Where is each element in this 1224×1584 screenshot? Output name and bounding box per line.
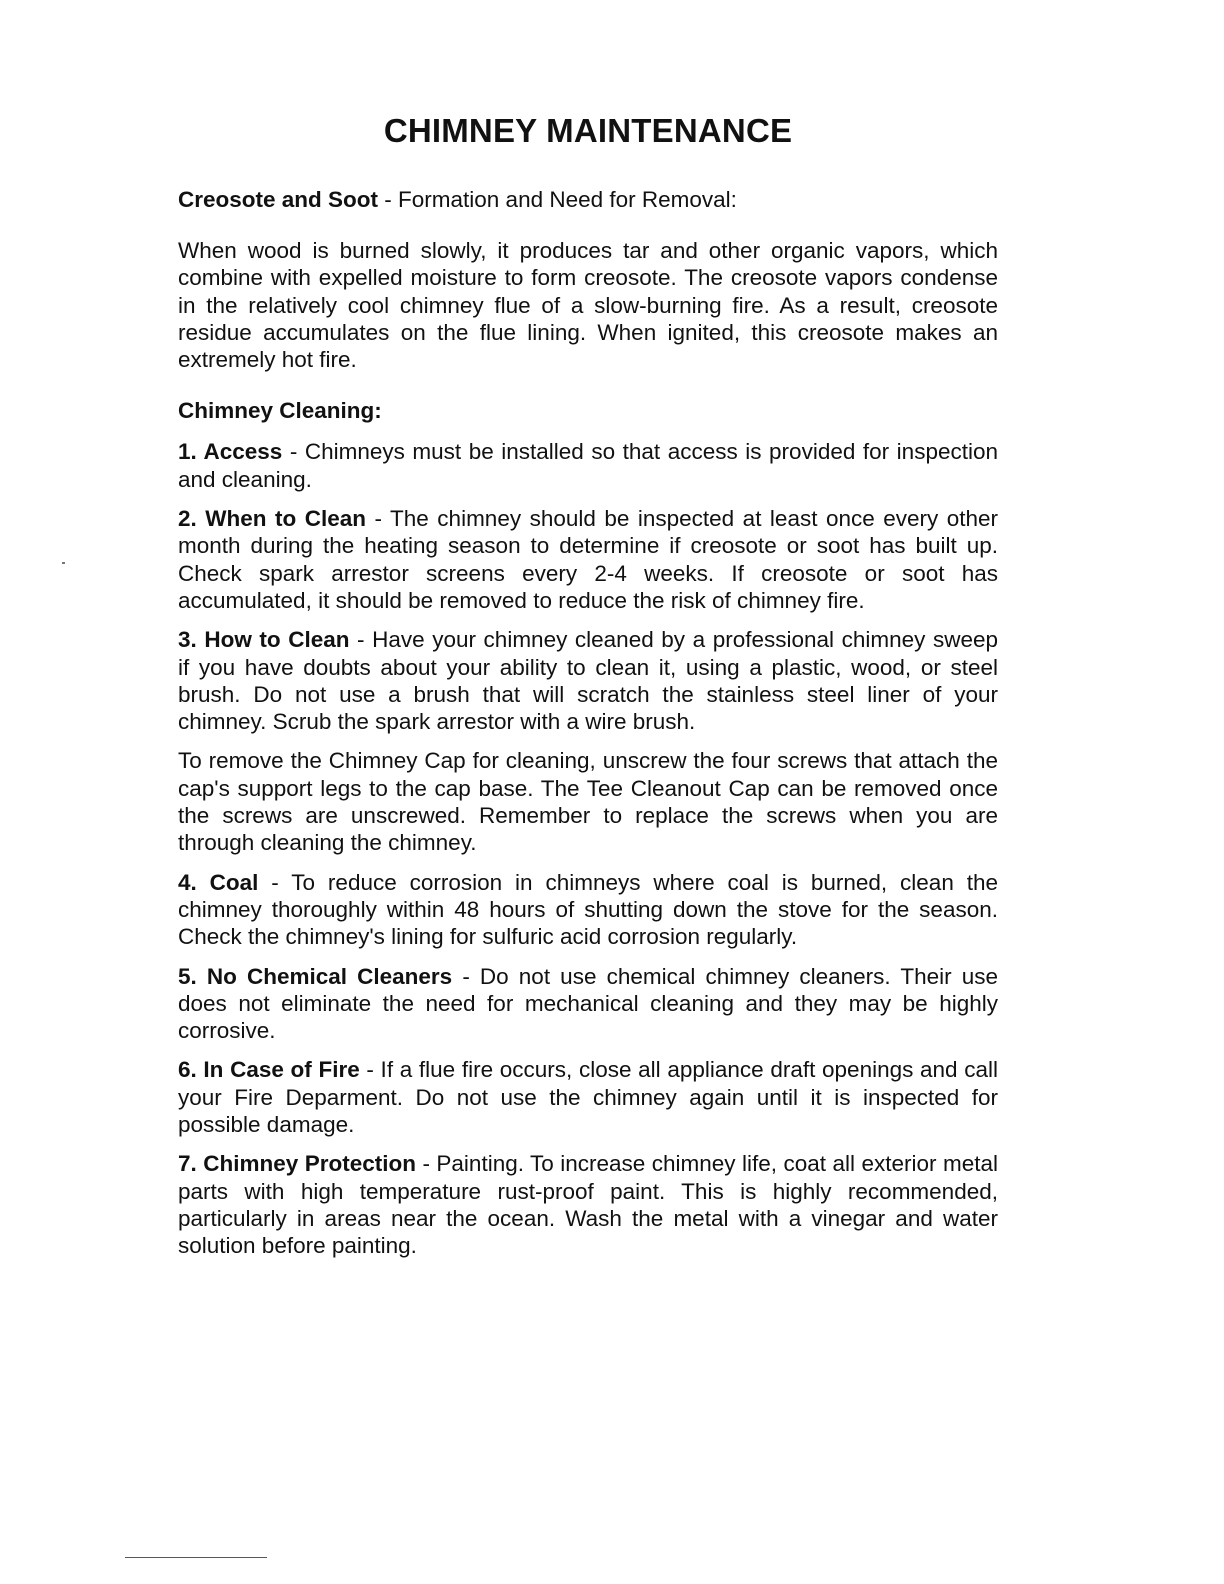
item-heading: 5. No Chemical Cleaners	[178, 963, 453, 989]
item-how-to-clean	[178, 626, 998, 735]
item-body: - To reduce corrosion in chimneys where coal is burned, clean the chimney thoroughly within 48 hours of shutting down the stove for the season. Check the chimney's lining for sulfuric acid corrosion regularly.	[178, 869, 998, 950]
item-heading: 7. Chimney Protection	[178, 1151, 416, 1177]
item-remove-cap	[178, 747, 998, 856]
item-body: - Chimneys must be installed so that access is provided for inspection and cleaning.	[178, 439, 998, 492]
subhead-rest: - Formation and Need for Removal:	[378, 187, 737, 212]
item-heading: 2. When to Clean	[178, 506, 366, 532]
item-heading: 3. How to Clean	[178, 627, 350, 653]
page-title: CHIMNEY MAINTENANCE	[383, 112, 793, 149]
item-body: - Have your chimney cleaned by a professional chimney sweep if you have doubts about your ability to clean it, using a plastic, wood, or steel brush. Do not use a brush that will scratch the stainless steel liner of your chimney. Scrub the spark arrestor with a wire brush.	[178, 627, 998, 735]
item-chimney-protection	[178, 1150, 998, 1259]
scan-speck	[62, 562, 65, 564]
item-when-to-clean	[178, 505, 998, 614]
subhead-bold: Creosote and Soot	[178, 187, 379, 212]
item-body: - The chimney should be inspected at least once every other month during the heating season to determine if creosote or soot has built up. Check spark arrestor screens every 2-4 weeks. If creosote or soot has accumulated, it should be removed to reduce the risk of chimney fire.	[178, 506, 999, 613]
item-access	[178, 438, 998, 493]
document-page	[178, 112, 998, 1272]
item-heading: 6. In Case of Fire	[178, 1057, 360, 1083]
item-body: - Painting. To increase chimney life, coat all exterior metal parts with high temperature rust-proof paint. This is highly recommended, particularly in areas near the ocean. Wash the metal with a vinegar and water solution before painting.	[178, 1151, 998, 1259]
item-no-chemical-cleaners	[178, 963, 998, 1045]
intro-paragraph: When wood is burned slowly, it produces tar and other organic vapors, which combine with expelled moisture to form creosote. The creosote vapors condense in the relatively cool chimney flue of a slow-burning fire. As a result, creosote residue accumulates on the flue lining. When ignited, this creosote makes an extremely hot fire.	[178, 238, 998, 373]
subhead	[178, 186, 998, 213]
item-body: - If a flue fire occurs, close all appliance draft openings and call your Fire Deparment. Do not use the chimney again until it is inspected for possible damage.	[178, 1057, 998, 1138]
item-in-case-of-fire	[178, 1056, 998, 1138]
footer-rule	[125, 1557, 267, 1558]
item-coal	[178, 869, 998, 951]
item-heading: 1. Access	[178, 439, 283, 465]
section-title: Chimney Cleaning:	[178, 398, 382, 424]
item-body: To remove the Chimney Cap for cleaning, unscrew the four screws that attach the cap's support legs to the cap base. The Tee Cleanout Cap can be removed once the screws are unscrewed. Remember to replace the screws when you are through cleaning the chimney.	[178, 748, 998, 856]
item-body: - Do not use chemical chimney cleaners. Their use does not eliminate the need for mechanical cleaning and they may be highly corrosive.	[178, 963, 999, 1044]
item-heading: 4. Coal	[178, 869, 259, 895]
